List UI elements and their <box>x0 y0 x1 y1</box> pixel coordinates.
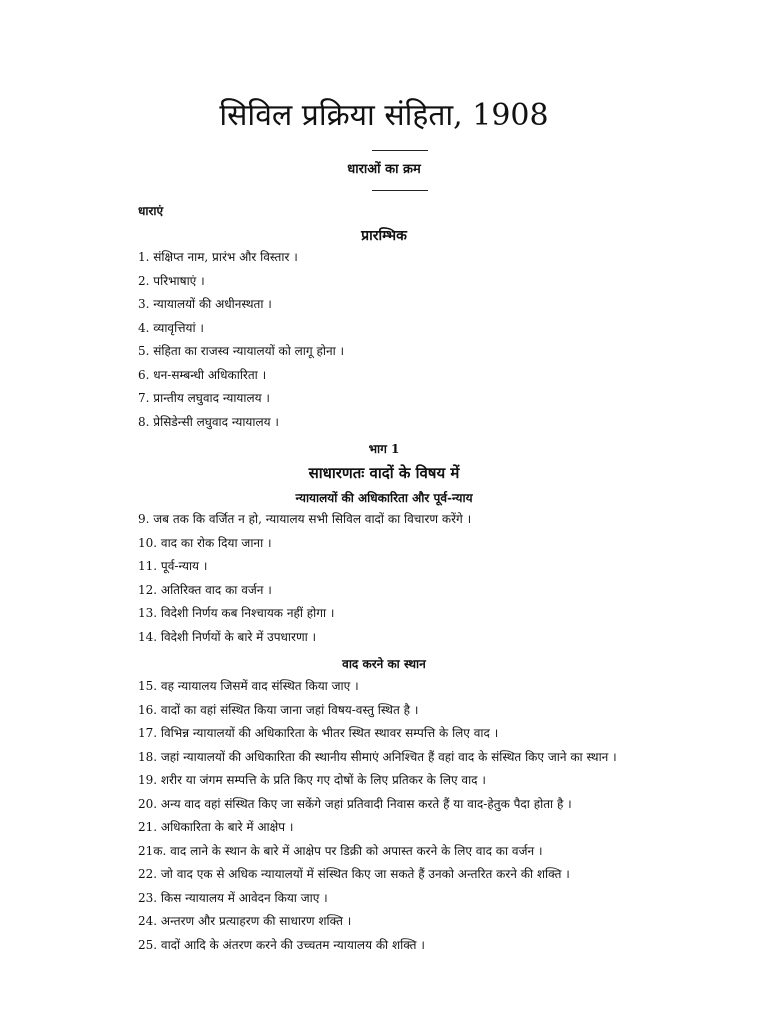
document-title: सिविल प्रक्रिया संहिता, 1908 <box>219 98 549 133</box>
document-subtitle: धाराओं का क्रम <box>347 162 421 177</box>
list-item: 22. जो वाद एक से अधिक न्यायालयों में संस्थित किए जा सकते हैं उनको अन्तरित करने की शक्ति । <box>138 867 570 881</box>
title-divider-bottom <box>372 190 428 191</box>
list-item: 23. किस न्यायालय में आवेदन किया जाए । <box>138 890 328 905</box>
list-item: 24. अन्तरण और प्रत्याहरण की साधारण शक्ति । <box>138 914 352 928</box>
list-item: 25. वादों आदि के अंतरण करने की उच्चतम न्यायालय की शक्ति । <box>138 937 425 952</box>
list-item: 13. विदेशी निर्णय कब निश्चायक नहीं होगा । <box>138 606 335 620</box>
list-item: 16. वादों का वहां संस्थित किया जाना जहां विषय-वस्तु स्थित है । <box>138 702 419 717</box>
list-item: 10. वाद का रोक दिया जाना । <box>138 535 272 550</box>
list-item: 12. अतिरिक्त वाद का वर्जन । <box>138 582 272 597</box>
list-item: 18. जहां न्यायालयों की अधिकारिता की स्थानीय सीमाएं अनिश्चित हैं वहां वाद के संस्थित किए जाने का स्थान । <box>138 749 617 764</box>
subsection-heading-jurisdiction: न्यायालयों की अधिकारिता और पूर्व-न्याय <box>295 491 473 505</box>
list-item: 5. संहिता का राजस्व न्यायालयों को लागू होना । <box>138 344 345 358</box>
part-label: भाग 1 <box>368 442 400 456</box>
list-item: 4. व्यावृत्तियां । <box>138 320 204 335</box>
list-item: 21. अधिकारिता के बारे में आक्षेप । <box>138 820 294 834</box>
title-divider-top <box>372 150 428 151</box>
list-item: 1. संक्षिप्त नाम, प्रारंभ और विस्तार । <box>138 250 298 264</box>
place-of-suing-section-list <box>138 675 617 957</box>
list-item: 19. शरीर या जंगम सम्पत्ति के प्रति किए गए दोषों के लिए प्रतिकर के लिए वाद । <box>138 773 486 787</box>
list-item: 15. वह न्यायालय जिसमें वाद संस्थित किया जाए । <box>138 679 359 693</box>
list-item: 6. धन-सम्बन्धी अधिकारिता । <box>138 367 267 382</box>
section-heading-preliminary: प्रारम्भिक <box>361 228 407 244</box>
subsection-heading-place-of-suing: वाद करने का स्थान <box>342 657 426 671</box>
list-item: 21क. वाद लाने के स्थान के बारे में आक्षेप पर डिक्री को अपास्त करने के लिए वाद का वर्जन । <box>138 843 543 858</box>
list-item: 3. न्यायालयों की अधीनस्थता । <box>138 297 272 311</box>
list-item: 8. प्रेसिडेन्सी लघुवाद न्यायालय । <box>138 414 279 429</box>
list-item: 9. जब तक कि वर्जित न हो, न्यायालय सभी सिविल वादों का विचारण करेंगे । <box>138 512 472 526</box>
part-title: साधारणतः वादों के विषय में <box>308 464 460 482</box>
list-item: 11. पूर्व-न्याय । <box>138 559 208 573</box>
list-item: 20. अन्य वाद वहां संस्थित किए जा सकेंगे जहां प्रतिवादी निवास करते हैं या वाद-हेतुक पैदा होता है । <box>138 796 572 811</box>
list-item: 7. प्रान्तीय लघुवाद न्यायालय । <box>138 391 270 405</box>
jurisdiction-section-list <box>138 508 471 649</box>
list-item: 14. विदेशी निर्णयों के बारे में उपधारणा । <box>138 629 317 644</box>
list-item: 2. परिभाषाएं । <box>138 273 205 288</box>
preliminary-section-list <box>138 246 344 434</box>
sections-column-heading: धाराएं <box>138 204 164 218</box>
list-item: 17. विभिन्न न्यायालयों की अधिकारिता के भीतर स्थित स्थावर सम्पत्ति के लिए वाद । <box>138 726 499 740</box>
